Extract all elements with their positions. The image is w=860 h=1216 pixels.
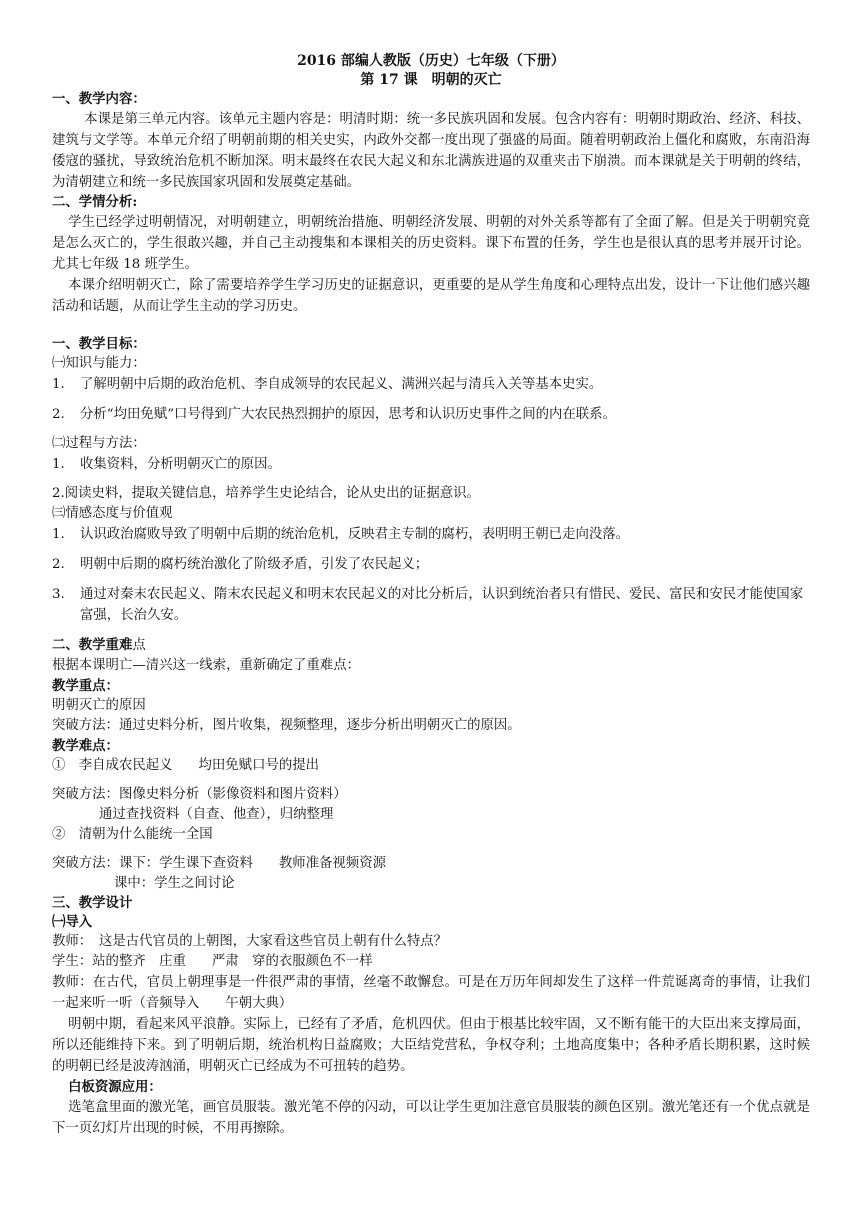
key-point-text: 明朝灭亡的原因 [52, 698, 146, 713]
key-point-title: 教学重点： [52, 678, 119, 694]
analysis-paragraph-2: 本课介绍明朝灭亡，除了需要培养学生学习历史的证据意识，更重要的是从学生角度和心理特点出发，设计一下让他们感兴趣活动和话题，从而让学生主动的学习历史。 [52, 278, 810, 314]
key-point-method: 突破方法：通过史料分析，图片收集，视频整理，逐步分析出明朝灭亡的原因。 [52, 718, 521, 733]
goal-group-1-title: ㈠知识与能力： [52, 356, 146, 371]
teacher-line-2: 教师：在古代，官员上朝理事是一件很严肃的事情，丝毫不敢懈怠。可是在万历年间却发生了这样一件荒诞离奇的事情，让我们一起来听一听（音频导入 午朝大典） [52, 975, 810, 1011]
list-item: 2. 明朝中后期的腐朽统治激化了阶级矛盾，引发了农民起义； [52, 557, 429, 572]
difficulty-item-2: ② 清朝为什么能统一全国 [52, 827, 213, 842]
difficulty-1-method: 突破方法：图像史料分析（影像资料和图片资料） [52, 787, 347, 802]
list-item: 2. 分析“均田免赋”口号得到广大农民热烈拥护的原因，思考和认识历史事件之间的内在联系。 [52, 407, 616, 422]
teacher-line-1: 教师： 这是古代官员的上朝图，大家看这些官员上朝有什么特点？ [52, 934, 448, 949]
document-page [52, 52, 810, 1139]
difficulty-title: 教学难点： [52, 738, 119, 754]
whiteboard-paragraph: 选笔盒里面的激光笔，画官员服装。激光笔不停的闪动，可以让学生更加注意官员服装的颜色区别。激光笔还有一个优点就是下一页幻灯片出现的时候，不用再擦除。 [52, 1100, 810, 1136]
section-heading-key: 二、教学重难点 [52, 637, 146, 653]
list-item: 1. 了解明朝中后期的政治危机、李自成领导的农民起义、满洲兴起与清兵入关等基本史实。 [52, 377, 603, 392]
analysis-paragraph-1: 学生已经学过明朝情况，对明朝建立，明朝统治措施、明朝经济发展、明朝的对外关系等都有了全面了解。但是关于明朝究竟是怎么灭亡的，学生很敢兴趣，并自己主动搜集和本课相关的历史资料。课下布置的任务，学生也是很认真的思考并展开讨论。尤其七年级 18 班学生。 [52, 215, 810, 272]
content-paragraph: 本课是第三单元内容。该单元主题内容是：明清时期：统一多民族巩固和发展。包含内容有：明朝时期政治、经济、科技、建筑与文学等。本单元介绍了明朝前期的相关史实，内政外交都一度出现了强盛的局面。随着明朝政治上僵化和腐败，东南沿海倭寇的骚扰，导致统治危机不断加深。明末最终在农民大起义和东北满族进逼的双重夹击下崩溃。而本课就是关于明朝的终结，为清朝建立和统一多民族国家巩固和发展奠定基础。 [52, 112, 810, 190]
list-item: 3. 通过对秦末农民起义、隋末农民起义和明末农民起义的对比分析后，认识到统治者只有惜民、爱民、富民和安民才能使国家富强，长治久安。 [52, 587, 804, 623]
difficulty-item-1: ① 李自成农民起义 均田免赋口号的提出 [52, 758, 320, 773]
section-heading-content: 一、教学内容： [52, 91, 146, 107]
list-item: 1. 认识政治腐败导致了明朝中后期的统治危机，反映君主专制的腐朽，表明明王朝已走向没落。 [52, 527, 630, 542]
student-line-1: 学生：站的整齐 庄重 严肃 穿的衣服颜色不一样 [52, 954, 373, 969]
goal-group-3-title: ㈢情感态度与价值观 [52, 506, 173, 521]
list-item: 2.阅读史料，提取关键信息，培养学生史论结合，论从史出的证据意识。 [52, 486, 480, 501]
difficulty-2-method-2: 课中：学生之间讨论 [114, 876, 235, 891]
section-heading-analysis: 二、学情分析: [52, 194, 138, 210]
difficulty-2-method: 突破方法：课下：学生课下查资料 教师准备视频资源 [52, 856, 386, 871]
section-heading-design: 三、教学设计 [52, 895, 133, 911]
whiteboard-title: 白板资源应用： [68, 1079, 162, 1095]
design-intro-title: ㈠导入 [52, 914, 93, 930]
list-item: 1. 收集资料，分析明朝灭亡的原因。 [52, 457, 281, 472]
doc-title-line1: 2016 部编人教版（历史）七年级（下册） [297, 53, 565, 69]
key-intro: 根据本课明亡—清兴这一线索，重新确定了重难点： [52, 658, 360, 673]
section-heading-goals: 一、教学目标： [52, 336, 146, 352]
goal-group-2-title: ㈡过程与方法： [52, 436, 146, 451]
difficulty-1-method-2: 通过查找资料（自查、他查），归纳整理 [99, 807, 334, 822]
doc-title-line2: 第 17 课 明朝的灭亡 [360, 72, 502, 88]
design-paragraph: 明朝中期，看起来风平浪静。实际上，已经有了矛盾，危机四伏。但由于根基比较牢固，又不断有能干的大臣出来支撑局面，所以还能维持下来。到了明朝后期，统治机构日益腐败；大臣结党营私，争权夺利；土地高度集中；各种矛盾长期积累，这时候的明朝已经是波涛汹涌，明朝灭亡已经成为不可扭转的趋势。 [52, 1017, 810, 1074]
